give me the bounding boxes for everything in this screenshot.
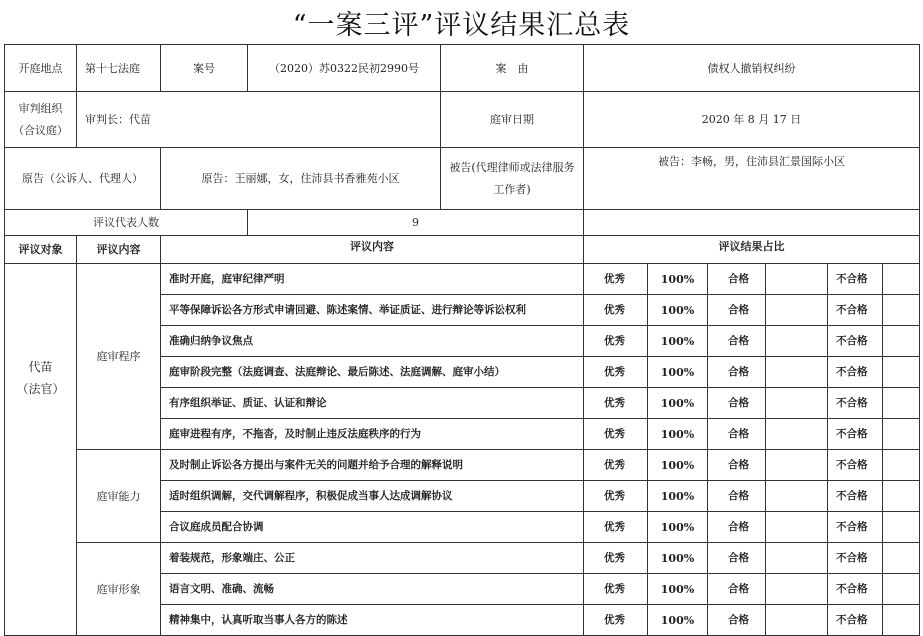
- pass-pct: [766, 264, 828, 295]
- pass-label: 合格: [708, 481, 766, 512]
- fail-label: 不合格: [828, 512, 883, 543]
- case-no-label: 案号: [161, 45, 248, 92]
- fail-pct: [883, 388, 920, 419]
- item-text: 平等保障诉讼各方形式申请回避、陈述案情、举证质证、进行辩论等诉讼权利: [161, 295, 584, 326]
- pass-label: 合格: [708, 574, 766, 605]
- pass-pct: [766, 419, 828, 450]
- panel-label-line2: （合议庭）: [13, 123, 68, 137]
- reviewers-label: 评议代表人数: [5, 210, 248, 236]
- panel-label-line1: 审判组织: [18, 101, 63, 115]
- item-text: 适时组织调解，交代调解程序，积极促成当事人达成调解协议: [161, 481, 584, 512]
- fail-label: 不合格: [828, 326, 883, 357]
- item-text: 语言文明、准确、流畅: [161, 574, 584, 605]
- cause-value: 债权人撤销权纠纷: [584, 45, 920, 92]
- excellent-label: 优秀: [584, 574, 648, 605]
- table-row: [5, 450, 920, 481]
- pass-pct: [766, 295, 828, 326]
- pass-pct: [766, 357, 828, 388]
- excellent-label: 优秀: [584, 264, 648, 295]
- fail-pct: [883, 574, 920, 605]
- item-text: 合议庭成员配合协调: [161, 512, 584, 543]
- excellent-label: 优秀: [584, 295, 648, 326]
- hearing-date-value: 2020 年 8 月 17 日: [584, 92, 920, 148]
- item-text: 庭审进程有序，不拖沓，及时制止违反法庭秩序的行为: [161, 419, 584, 450]
- pass-label: 合格: [708, 295, 766, 326]
- excellent-label: 优秀: [584, 388, 648, 419]
- excellent-label: 优秀: [584, 419, 648, 450]
- case-no-value: （2020）苏0322民初2990号: [248, 45, 441, 92]
- table-row: [5, 543, 920, 574]
- excellent-pct: 100%: [648, 326, 708, 357]
- pass-label: 合格: [708, 543, 766, 574]
- excellent-label: 优秀: [584, 605, 648, 636]
- item-text: 准确归纳争议焦点: [161, 326, 584, 357]
- fail-label: 不合格: [828, 605, 883, 636]
- pass-label: 合格: [708, 388, 766, 419]
- evaluation-table: [4, 44, 920, 636]
- pass-pct: [766, 512, 828, 543]
- cause-label: 案 由: [441, 45, 584, 92]
- excellent-label: 优秀: [584, 512, 648, 543]
- pass-pct: [766, 574, 828, 605]
- excellent-pct: 100%: [648, 264, 708, 295]
- pass-label: 合格: [708, 419, 766, 450]
- excellent-label: 优秀: [584, 481, 648, 512]
- item-text: 精神集中，认真听取当事人各方的陈述: [161, 605, 584, 636]
- fail-label: 不合格: [828, 264, 883, 295]
- column-content: 评议内容: [161, 236, 584, 264]
- fail-label: 不合格: [828, 543, 883, 574]
- fail-label: 不合格: [828, 574, 883, 605]
- fail-pct: [883, 605, 920, 636]
- excellent-pct: 100%: [648, 574, 708, 605]
- court-location-label: 开庭地点: [5, 45, 77, 92]
- excellent-pct: 100%: [648, 388, 708, 419]
- excellent-pct: 100%: [648, 357, 708, 388]
- excellent-label: 优秀: [584, 326, 648, 357]
- excellent-label: 优秀: [584, 543, 648, 574]
- section-name: 庭审程序: [77, 264, 161, 450]
- defendant-label: 被告(代理律师或法律服务工作者): [441, 148, 584, 210]
- fail-label: 不合格: [828, 357, 883, 388]
- table-row: [5, 264, 920, 295]
- section-name: 庭审能力: [77, 450, 161, 543]
- fail-label: 不合格: [828, 388, 883, 419]
- hearing-date-label: 庭审日期: [441, 92, 584, 148]
- fail-pct: [883, 357, 920, 388]
- item-text: 及时制止诉讼各方提出与案件无关的问题并给予合理的解释说明: [161, 450, 584, 481]
- fail-pct: [883, 543, 920, 574]
- pass-label: 合格: [708, 357, 766, 388]
- column-ratio: 评议结果占比: [584, 236, 920, 264]
- pass-label: 合格: [708, 264, 766, 295]
- item-text: 准时开庭，庭审纪律严明: [161, 264, 584, 295]
- plaintiff-label: 原告（公诉人、代理人）: [5, 148, 161, 210]
- fail-label: 不合格: [828, 419, 883, 450]
- plaintiff-value: 原告：王丽娜，女，住沛县书香雅苑小区: [161, 148, 441, 210]
- reviewers-extra: [584, 210, 920, 236]
- page-title: “一案三评”评议结果汇总表: [292, 10, 631, 41]
- pass-label: 合格: [708, 450, 766, 481]
- excellent-pct: 100%: [648, 450, 708, 481]
- pass-pct: [766, 543, 828, 574]
- fail-pct: [883, 481, 920, 512]
- fail-pct: [883, 295, 920, 326]
- excellent-pct: 100%: [648, 419, 708, 450]
- target-name: 代苗: [28, 360, 53, 374]
- target-role: （法官）: [16, 382, 65, 396]
- fail-label: 不合格: [828, 450, 883, 481]
- pass-pct: [766, 388, 828, 419]
- excellent-label: 优秀: [584, 450, 648, 481]
- fail-pct: [883, 326, 920, 357]
- defendant-value: 被告：李畅，男，住沛县汇景国际小区: [584, 148, 920, 210]
- item-text: 有序组织举证、质证、认证和辩论: [161, 388, 584, 419]
- pass-pct: [766, 326, 828, 357]
- fail-label: 不合格: [828, 295, 883, 326]
- pass-pct: [766, 605, 828, 636]
- reviewers-value: 9: [248, 210, 584, 236]
- item-text: 庭审阶段完整（法庭调查、法庭辩论、最后陈述、法庭调解、庭审小结）: [161, 357, 584, 388]
- panel-label: [5, 92, 77, 148]
- column-target: 评议对象: [5, 236, 77, 264]
- excellent-pct: 100%: [648, 512, 708, 543]
- pass-label: 合格: [708, 512, 766, 543]
- excellent-pct: 100%: [648, 605, 708, 636]
- excellent-pct: 100%: [648, 543, 708, 574]
- pass-pct: [766, 481, 828, 512]
- pass-label: 合格: [708, 326, 766, 357]
- column-content-category: 评议内容: [77, 236, 161, 264]
- excellent-pct: 100%: [648, 481, 708, 512]
- court-location-value: 第十七法庭: [77, 45, 161, 92]
- section-name: 庭审形象: [77, 543, 161, 636]
- excellent-pct: 100%: [648, 295, 708, 326]
- fail-pct: [883, 450, 920, 481]
- pass-label: 合格: [708, 605, 766, 636]
- excellent-label: 优秀: [584, 357, 648, 388]
- fail-pct: [883, 419, 920, 450]
- pass-pct: [766, 450, 828, 481]
- target-cell: [5, 264, 77, 636]
- fail-pct: [883, 512, 920, 543]
- fail-pct: [883, 264, 920, 295]
- fail-label: 不合格: [828, 481, 883, 512]
- item-text: 着装规范，形象端庄、公正: [161, 543, 584, 574]
- panel-value: 审判长：代苗: [77, 92, 441, 148]
